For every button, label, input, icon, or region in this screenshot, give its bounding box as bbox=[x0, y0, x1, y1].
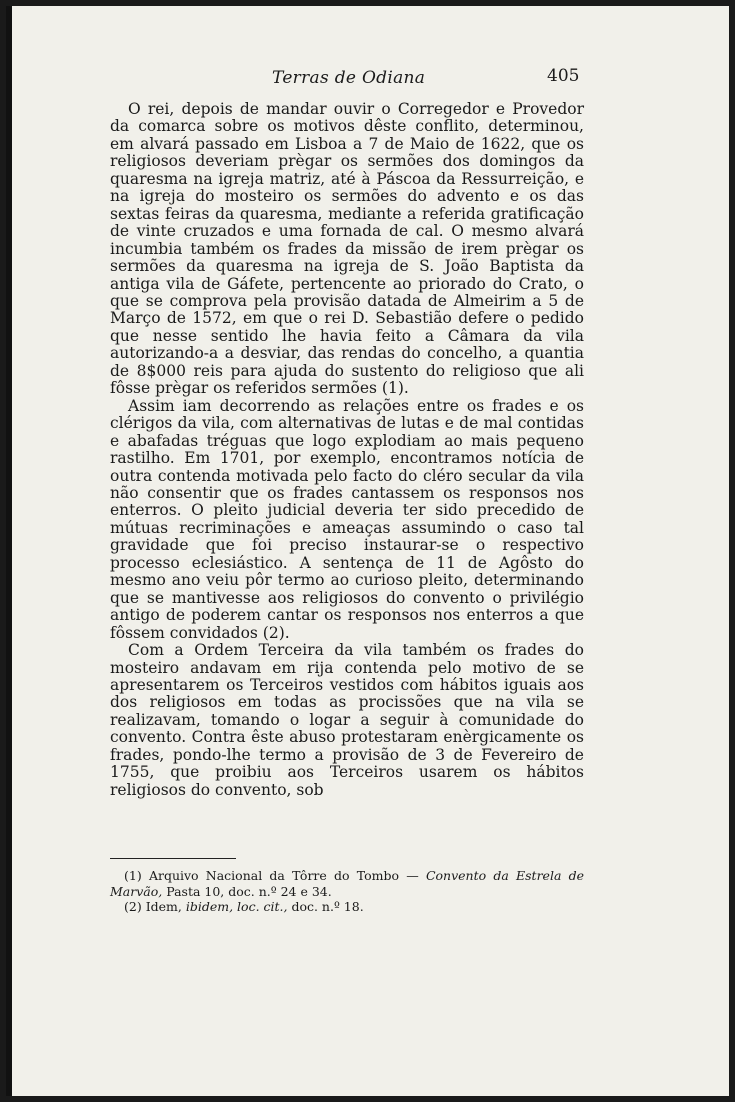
body-text bbox=[110, 101, 584, 799]
footnote-text: Pasta 10, doc. n.º 24 e 34. bbox=[162, 883, 332, 899]
footnote-marker: (1) bbox=[124, 868, 142, 883]
paragraph: Assim iam decorrendo as relações entre os frades e os clérigos da vila, com alternativas de lutas e de mal contidas e abafadas tréguas que logo explodiam ao mais pequeno rastilho. Em 1701, por exemplo, encontramos notícia de outra contenda motivada pelo facto do cléro secular da vila não consentir que os frades cantassem os responsos nos enterros. O pleito judicial deveria ter sido precedido de mútuas recriminações e ameaças assumindo o caso tal gravidade que foi preciso instaurar-se o respectivo processo eclesiástico. A sentença de 11 de Agôsto do mesmo ano veiu pôr termo ao curioso pleito, determinando que se mantivesse aos religiosos do convento o privilégio antigo de poderem cantar os responsos nos enterros a que fôssem convidados (2). bbox=[110, 396, 584, 642]
footnotes bbox=[110, 868, 584, 915]
footnote-2 bbox=[110, 899, 584, 915]
footnote-italic: Convento da Estrela de Marvão, bbox=[110, 868, 584, 899]
footnote-marker: (2) bbox=[124, 899, 142, 914]
footnote-text: Arquivo Nacional da Tôrre do Tombo — bbox=[148, 868, 426, 883]
footnote-divider bbox=[110, 858, 236, 859]
footnote-italic: ibidem, loc. cit., bbox=[185, 899, 288, 914]
page-number: 405 bbox=[547, 66, 580, 86]
page-header bbox=[6, 64, 729, 94]
footnote-1 bbox=[110, 868, 584, 899]
scan-border bbox=[6, 6, 12, 1096]
footnote-text: Idem, bbox=[145, 899, 186, 914]
footnote-text: doc. n.º 18. bbox=[287, 899, 364, 914]
running-title: Terras de Odiana bbox=[272, 68, 426, 88]
paragraph: Com a Ordem Terceira da vila também os frades do mosteiro andavam em rija contenda pelo motivo de se apresentarem os Terceiros vestidos com hábitos iguais aos dos religiosos em todas as procissões que na vila se realizavam, tomando o logar a seguir à comunidade do convento. Contra êste abuso protestaram enèrgicamente os frades, pondo-lhe termo a provisão de 3 de Fevereiro de 1755, que proibiu aos Terceiros usarem os hábitos religiosos do convento, sob bbox=[110, 641, 584, 799]
paragraph: O rei, depois de mandar ouvir o Corregedor e Provedor da comarca sobre os motivos dêste conflito, determinou, em alvará passado em Lisboa a 7 de Maio de 1622, que os religiosos deveriam prègar os sermões dos domingos da quaresma na igreja matriz, até à Páscoa da Ressurreição, e na igreja do mosteiro os sermões do advento e os das sextas feiras da quaresma, mediante a referida gratificação de vinte cruzados e uma fornada de cal. O mesmo alvará incumbia também os frades da missão de irem prègar os sermões da quaresma na igreja de S. João Baptista da antiga vila de Gáfete, pertencente ao priorado do Crato, o que se comprova pela provisão datada de Almeirim a 5 de Março de 1572, em que o rei D. Sebastião defere o pedido que nesse sentido lhe havia feito a Câmara da vila autorizando-a a desviar, das rendas do concelho, a quantia de 8$000 reis para ajuda do sustento do religioso que ali fôsse prègar os referidos sermões (1). bbox=[110, 100, 584, 398]
document-page bbox=[6, 6, 729, 1096]
